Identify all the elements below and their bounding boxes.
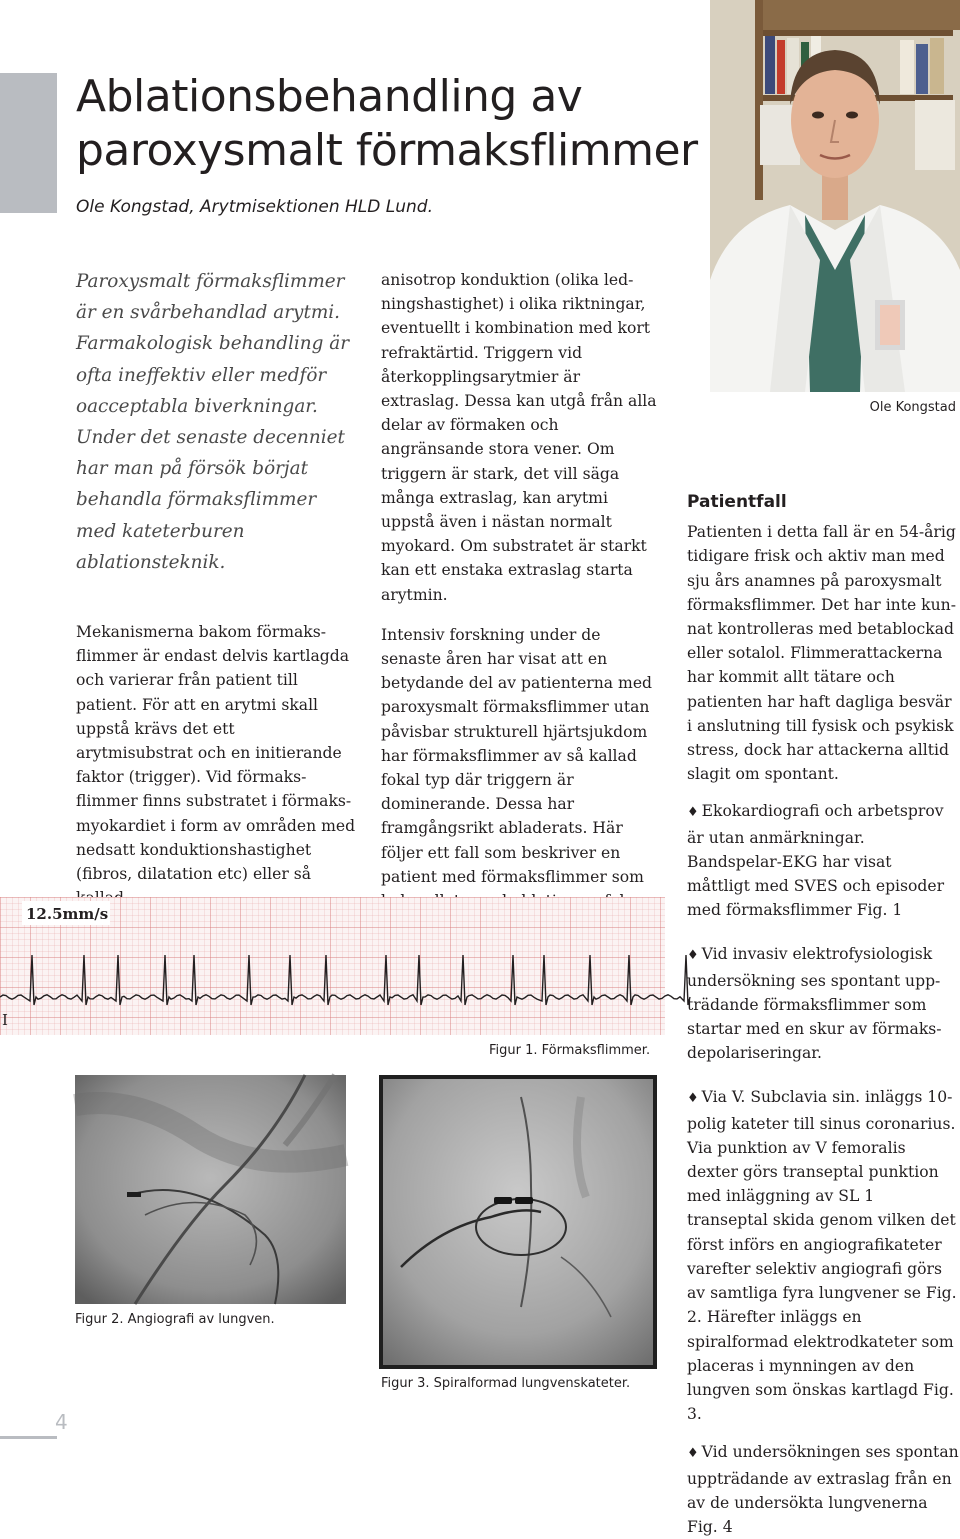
case-heading: Patientfall — [687, 492, 787, 512]
case-bullet-text: Vid undersökningen ses spontan uppträdande av extraslag från en av de undersökta lungvenerna Fig. 4 — [687, 1443, 959, 1536]
body-column-2 — [381, 268, 661, 937]
page-number-bar — [0, 1436, 57, 1439]
author-line: Ole Kongstad, Arytmisektionen HLD Lund. — [76, 197, 433, 217]
figure-2-angiography-image — [75, 1075, 346, 1304]
body-paragraph: Mekanismerna bakom förmaksflimmer är endast delvis kartlagda och varierar från patient till patient. För att en arytmi skall uppstå krävs det ett arytmisubstrat och en initierande faktor (trigger). Vid förmaksflimmer finns substratet i förmaksmyokardiet i form av områden med nedsatt konduktionshastighet (fibros, dilatation etc) eller så — [76, 623, 356, 884]
figure-2-caption: Figur 2. Angiografi av lungven. — [75, 1312, 275, 1327]
page-number: 4 — [55, 1410, 68, 1434]
case-intro: Patienten i detta fall är en 54-årig tidigare frisk och aktiv man med sju års anamnes på paroxysmalt förmaksflimmer. Det har inte kunnat kontrolleras med betablockad eller sotalol. Flimmerattackerna har kommit allt tätare och patienten har haft dagliga besvär i anslutning till fysisk och psykisk stress, dock har attackerna alltid slagit om spontant. — [687, 523, 956, 784]
case-bullet — [687, 942, 959, 1065]
diamond-icon: ♦ — [687, 1446, 699, 1462]
figure-1-caption: Figur 1. Förmaksflimmer. — [489, 1043, 651, 1058]
article-title — [76, 70, 756, 178]
case-column — [687, 490, 959, 1539]
title-line-2: paroxysmalt förmaksflimmer — [76, 125, 698, 176]
body-paragraph: anisotrop konduktion (olika ledningshastighet) i olika riktningar, eventuellt i kombination med kort refraktärtid. Triggern vid återkopplingsarytmier är extraslag. Dessa kan utgå från alla delar av förmaken och angränsande stora vener. Om triggern är stark, det vill säga många extraslag, kan arytmi uppstå även i nästan normalt myokard. Om substratet är starkt kan ett enstaka extraslag starta arytmin. — [381, 271, 657, 604]
diamond-icon: ♦ — [687, 805, 699, 821]
ecg-speed-label: 12.5mm/s — [26, 905, 109, 923]
body-paragraph: Intensiv forskning under de senaste åren har visat att en betydande del av patienterna med paroxysmalt förmaksflimmer utan påvisbar strukturell hjärtsjukdom har förmaksflimmer av så kallad fokal typ där triggern är dominerande. Dessa har framgångsrikt abladerats. Här följer ett fall som beskriver en patient med förmaksflimmer som — [381, 625, 653, 886]
title-accent-bar — [0, 73, 57, 213]
title-line-1: Ablationsbehandling av — [76, 71, 583, 122]
figure-1-ecg-strip — [0, 897, 665, 1035]
case-bullet-text: Ekokardiografi och arbetsprov är utan anmärkningar. Bandspelar-EKG har visat måttligt med SVES och episoder med förmaksflimmer Fig. 1 — [687, 802, 945, 920]
case-bullet — [687, 799, 959, 922]
figure-3-catheter-image — [381, 1077, 655, 1367]
lead-paragraph: Paroxysmalt förmaksflimmer är en svårbehandlad arytmi. Farmakologisk behandling är ofta ineffektiv eller medför oacceptabla biverkningar. Under det senaste decenniet har man på försök börjat behandla förmaksflimmer med kateterburen ablationsteknik. — [76, 271, 349, 573]
diamond-icon: ♦ — [687, 948, 699, 964]
body-column-1 — [76, 620, 356, 910]
diamond-icon: ♦ — [687, 1091, 699, 1107]
case-bullet — [687, 1440, 959, 1539]
photo-caption: Ole Kongstad — [869, 400, 956, 415]
ecg-lead-label: I — [2, 1011, 8, 1029]
case-bullet-text: Via V. Subclavia sin. inläggs 10-polig kateter till sinus coronarius. Via punktion av V femoralis dexter görs transeptal punktion med inläggning av SL 1 transeptal skida genom vilken det först införs en angiografikateter varefter selektiv angiografi görs av samtliga fyra lungvener se Fig. 2. Härefter inläggs en spiralformad elektrodkateter som placeras i mynningen av den lungven som önskas kartlagd Fig. 3. — [687, 1088, 957, 1424]
figure-3-caption: Figur 3. Spiralformad lungvenskateter. — [381, 1376, 631, 1391]
case-bullet — [687, 1085, 959, 1426]
author-photo — [710, 0, 960, 392]
case-bullet-text: Vid invasiv elektrofysiologisk undersökning ses spontant uppträdande förmaksflimmer som startar med en skur av förmaksdepolariseringar. — [687, 945, 942, 1063]
